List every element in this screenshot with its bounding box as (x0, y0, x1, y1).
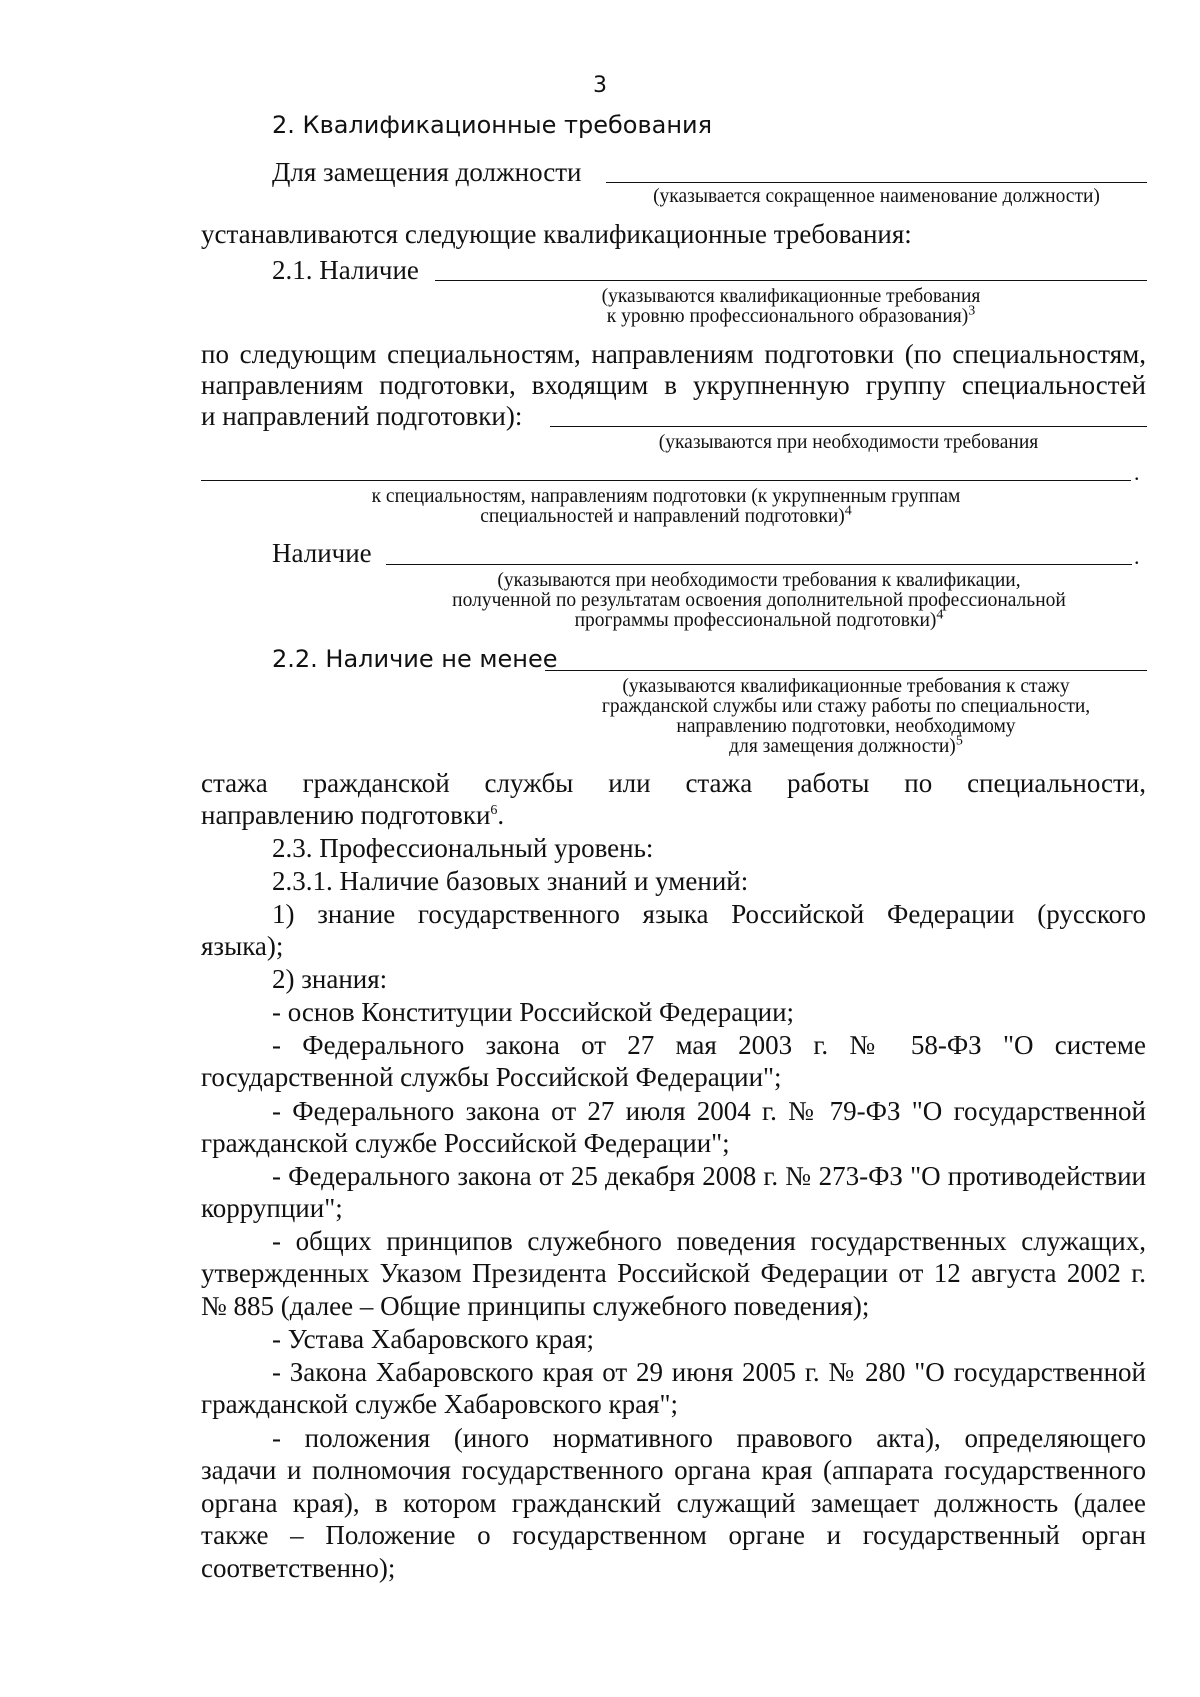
knowledge-law-273-line-2: коррупции"; (201, 1193, 343, 1223)
footnote-ref: 4 (936, 607, 944, 623)
item-1-line-1: 1) знание государственного языка Российской Федерации (русского (272, 899, 1146, 929)
experience-tail-1: стажа гражданской службы или стажа работы по специальности, (201, 768, 1146, 798)
education-hint-1: (указываются квалификационные требования (601, 286, 981, 307)
qualification-label: Наличие (272, 538, 372, 568)
knowledge-law-79-line-1: - Федерального закона от 27 июля 2004 г. № 79-ФЗ "О государственной (272, 1096, 1146, 1126)
knowledge-regulation-line-5: соответственно); (201, 1553, 396, 1583)
qualification-hint-2: полученной по результатам освоения дополнительной профессиональной (452, 590, 1066, 611)
knowledge-principles-line-3: № 885 (далее – Общие принципы служебного поведения); (201, 1291, 870, 1321)
specialties-line-2: направлениям подготовки, входящим в укрупненную группу специальностей (201, 370, 1146, 400)
knowledge-regulation-line-1: - положения (иного нормативного правового акта), определяющего (272, 1423, 1146, 1453)
knowledge-regulation-line-2: задачи и полномочия государственного органа края (аппарата государственного (201, 1455, 1146, 1485)
knowledge-law-58-line-2: государственной службы Российской Федерации"; (201, 1062, 782, 1092)
qualification-hint-3: программы профессиональной подготовки)$^4$ (574, 607, 944, 631)
education-label: 2.1. Наличие (272, 255, 419, 285)
knowledge-principles-line-1: - общих принципов служебного поведения государственных служащих, (272, 1226, 1146, 1256)
position-blank-line (606, 182, 1147, 183)
knowledge-charter: - Устава Хабаровского края; (272, 1324, 595, 1354)
experience-hint-2: гражданской службы или стажу работы по специальности, (601, 696, 1091, 717)
footnote-ref: 3 (968, 303, 976, 319)
experience-hint-4: для замещения должности)$^5$ (729, 733, 963, 757)
knowledge-constitution: - основ Конституции Российской Федерации; (272, 997, 795, 1027)
position-hint: (указывается сокращенное наименование должности) (653, 186, 1100, 207)
item-1-line-2: языка); (201, 931, 284, 961)
basic-knowledge-heading: 2.3.1. Наличие базовых знаний и умений: (272, 866, 749, 896)
page-number: 3 (593, 73, 607, 98)
knowledge-regional-law-line-2: гражданской службе Хабаровского края"; (201, 1389, 679, 1419)
footnote-ref: 5 (955, 733, 963, 749)
specialties-line-1: по следующим специальностям, направлениям подготовки (по специальностям, (201, 339, 1146, 369)
knowledge-regional-law-line-1: - Закона Хабаровского края от 29 июня 2005 г. № 280 "О государственной (272, 1357, 1146, 1387)
item-2: 2) знания: (272, 964, 388, 994)
experience-hint-3: направлению подготовки, необходимому (676, 716, 1016, 737)
specialties-hint-2: к специальностям, направлениям подготовки (к укрупненным группам (371, 486, 961, 507)
qualification-blank-line (386, 564, 1132, 565)
specialties-line-3: и направлений подготовки): (201, 401, 523, 431)
education-blank-line (435, 280, 1147, 281)
position-intro: Для замещения должности (272, 157, 582, 187)
knowledge-principles-line-2: утвержденных Указом Президента Российской Федерации от 12 августа 2002 г. (201, 1258, 1146, 1288)
specialties-blank-line-2 (201, 480, 1131, 481)
experience-blank-line (545, 670, 1147, 671)
experience-hint-1: (указываются квалификационные требования к стажу (622, 676, 1070, 697)
specialties-hint-1: (указываются при необходимости требования (658, 432, 1039, 453)
knowledge-regulation-line-4: также – Положение о государственном органе и государственный орган (201, 1520, 1146, 1550)
professional-level-heading: 2.3. Профессиональный уровень: (272, 833, 654, 863)
knowledge-law-79-line-2: гражданской службе Российской Федерации"; (201, 1128, 730, 1158)
experience-tail-2: направлению подготовки$^6$. (201, 800, 505, 830)
specialties-blank-line (550, 426, 1147, 427)
qualification-hint-1: (указываются при необходимости требования к квалификации, (497, 570, 1021, 591)
knowledge-law-58-line-1: - Федерального закона от 27 мая 2003 г. № 58-ФЗ "О системе (272, 1030, 1146, 1060)
education-hint-2: к уровню профессионального образования)$^3$ (606, 303, 976, 327)
requirements-intro: устанавливаются следующие квалификационные требования: (201, 219, 912, 249)
footnote-ref: 4 (844, 503, 852, 519)
experience-label: 2.2. Наличие не менее (272, 645, 558, 673)
section-heading: 2. Квалификационные требования (272, 111, 713, 139)
document-page: 3 2. Квалификационные требования Для замещения должности (указывается сокращенное наименование должности) устанавливаются следующие квалификационные требования: 2.1. Наличие (указываются квалификационные требования к уровню профессионального образования)$^3$ по следующим специальностям, направлениям подготовки (по специальностям, направлениям подготовки, входящим в укрупненную группу специальностей и направлений подготовки): (указываются при необходимости требования . к специальностям, направлениям подготовки (к укрупненным группам специальностей и направлений подготовки)$^4$ Наличие . (указываются при необходимости требования к квалификации, полученной по результатам освоения дополнительной профессиональной программы профессиональной подготовки)$^4$ 2.2. Наличие не менее (указываются квалификационные требования к стажу гражданской службы или стажу работы по специальности, направлению подготовки, необходимому для замещения должности)$^5$ стажа гражданской службы или стажа работы по специальности, направлению подготовки$^6$. 2.3. Профессиональный уровень: 2.3.1. Наличие базовых знаний и умений: 1) знание государственного языка Российской Федерации (русского языка); 2) знания: - основ Конституции Российской Федерации; - Федерального закона от 27 мая 2003 г. № 58-ФЗ "О системе государственной службы Российской Федерации"; - Федерального закона от 27 июля 2004 г. № 79-ФЗ "О государственной гражданской службе Российской Федерации"; - Федерального закона от 25 декабря 2008 г. № 273-ФЗ "О противодействии коррупции"; - общих принципов служебного поведения государственных служащих, утвержденных Указом Президента Российской Федерации от 12 августа 2002 г. № 885 (далее – Общие принципы служебного поведения); - Устава Хабаровского края; - Закона Хабаровского края от 29 июня 2005 г. № 280 "О государственной гражданской службе Хабаровского края"; - положения (иного нормативного правового акта), определяющего задачи и полномочия государственного органа края (аппарата государственного органа края), в котором гражданский служащий замещает должность (далее также – Положение о государственном органе и государственный орган соответственно); (0, 0, 1200, 1697)
footnote-ref: 6 (490, 803, 498, 818)
knowledge-law-273-line-1: - Федерального закона от 25 декабря 2008 г. № 273-ФЗ "О противодействии (272, 1161, 1146, 1191)
specialties-hint-3: специальностей и направлений подготовки)$^4$ (480, 503, 852, 527)
knowledge-regulation-line-3: органа края), в котором гражданский служащий замещает должность (далее (201, 1488, 1146, 1518)
